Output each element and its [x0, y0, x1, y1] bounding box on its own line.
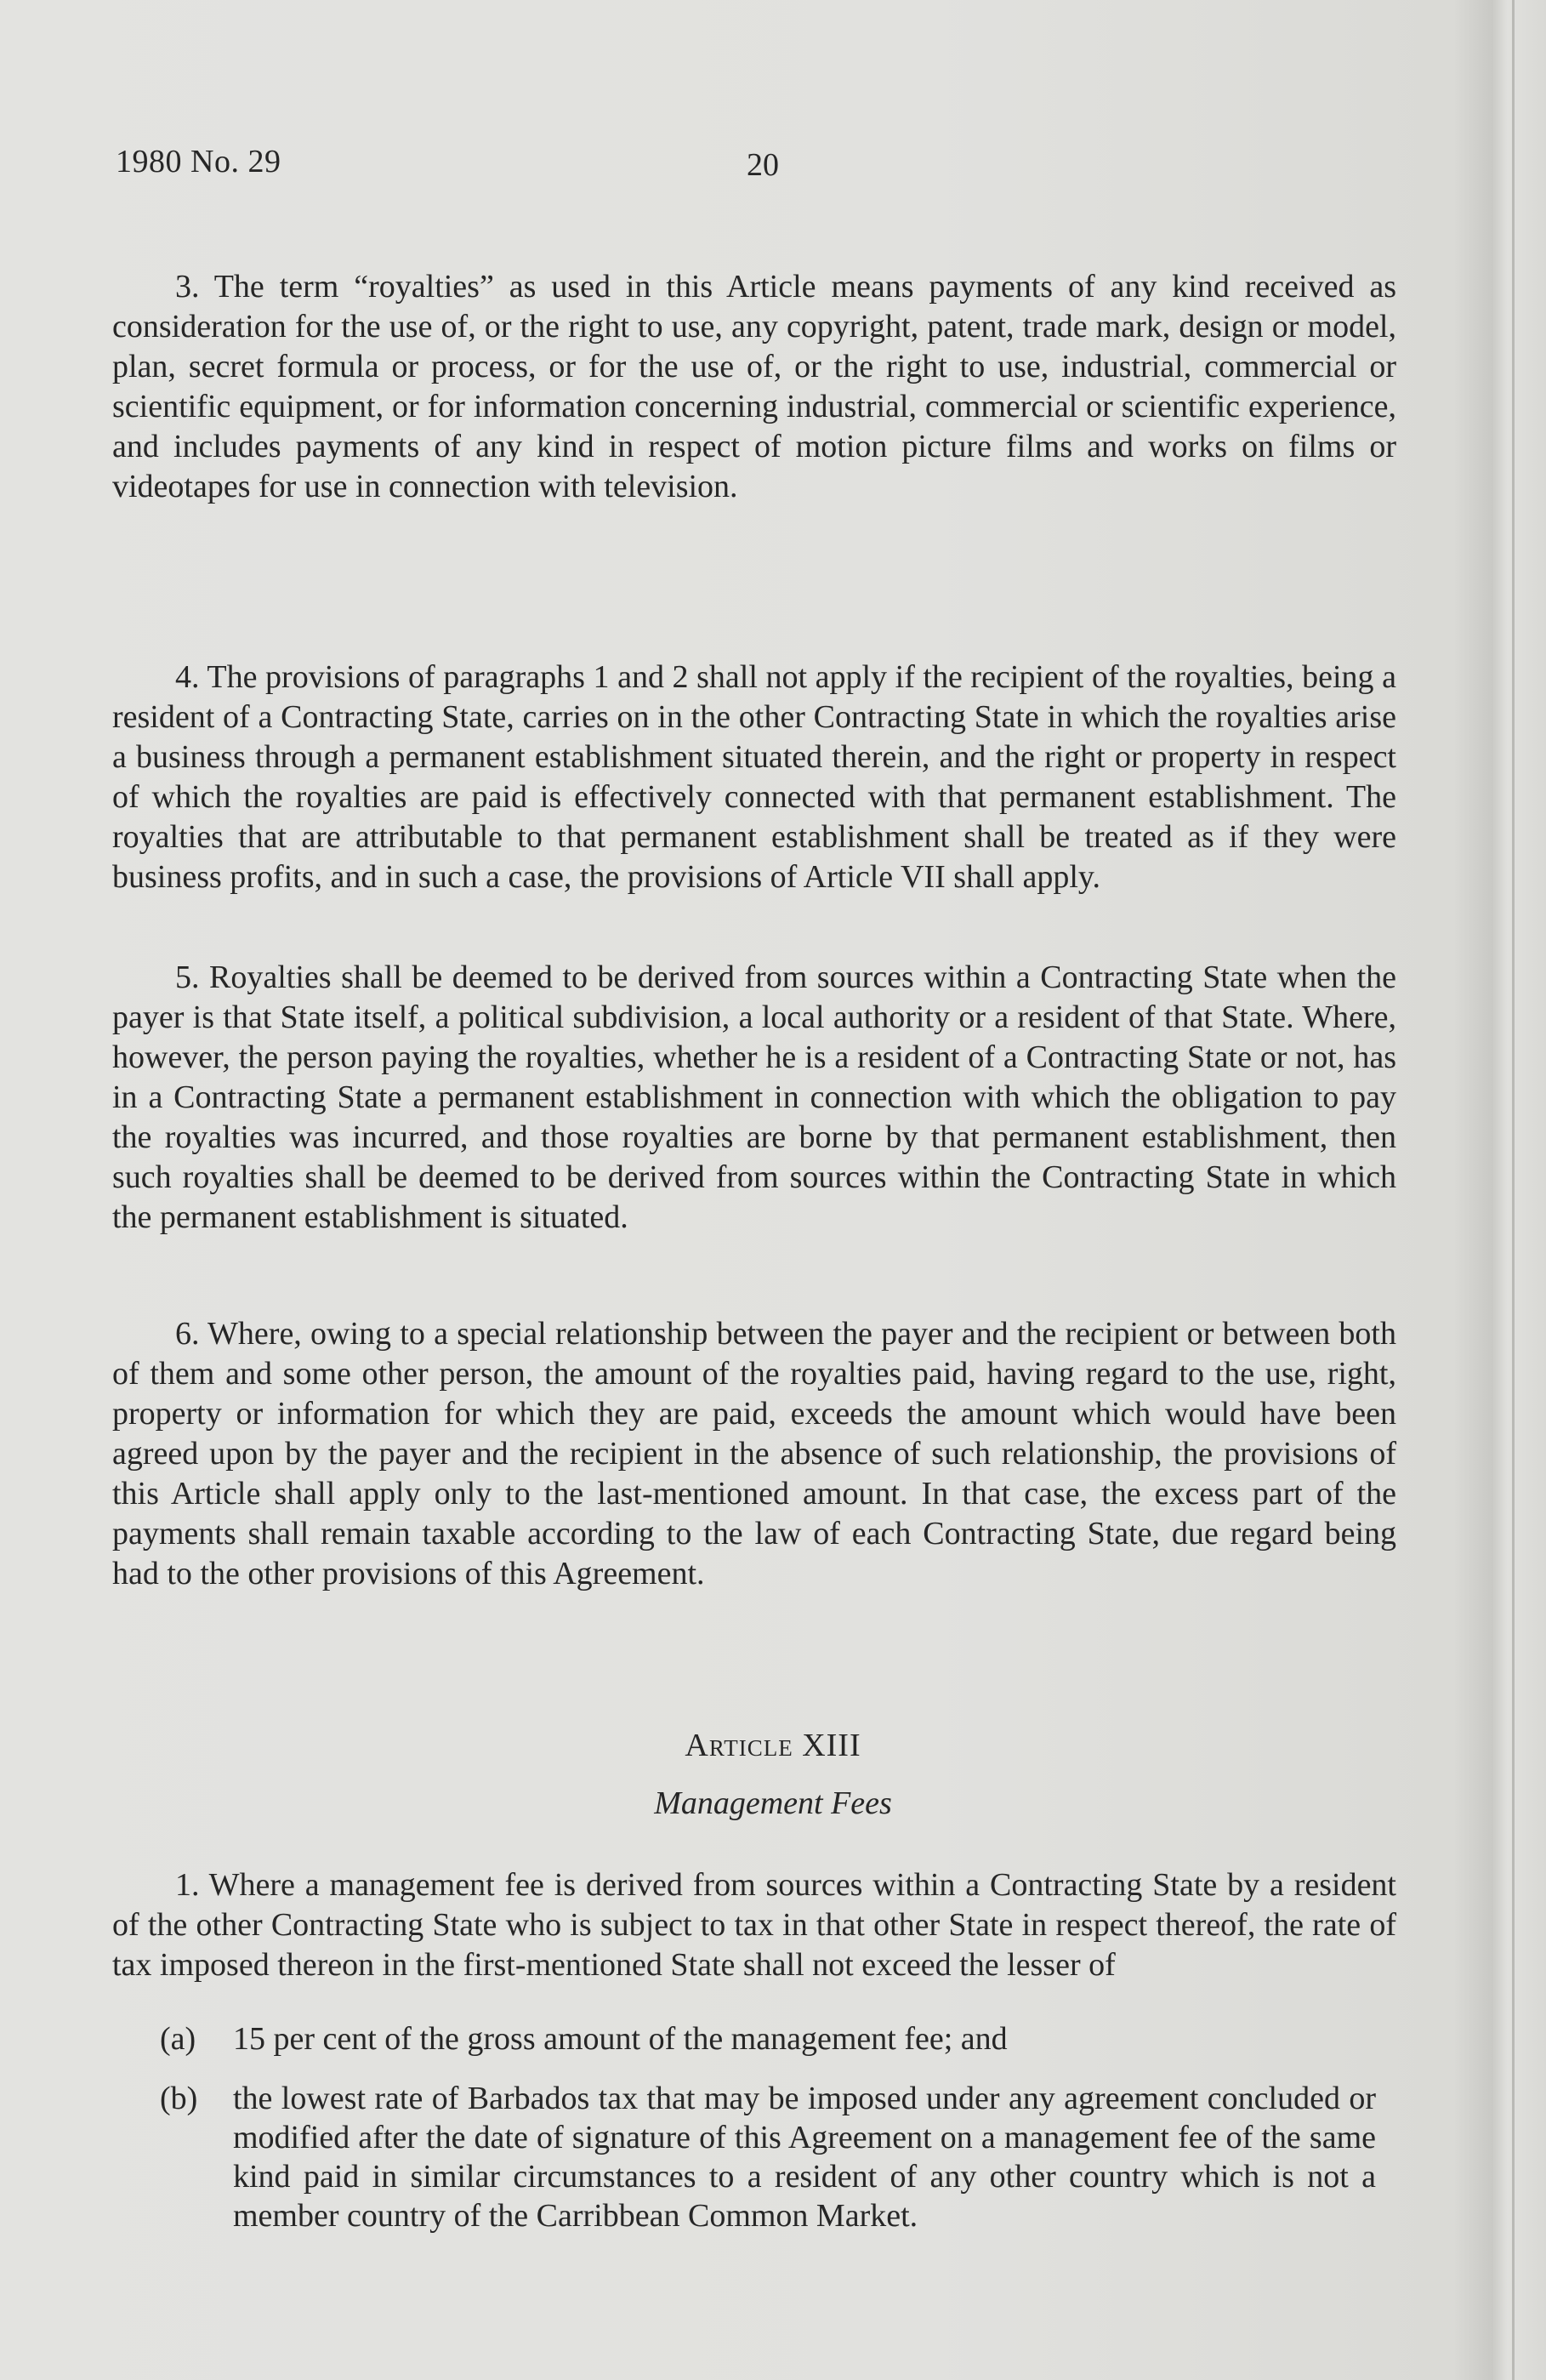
page-number: 20	[747, 147, 779, 183]
article-subtitle: Management Fees	[654, 1785, 892, 1821]
paragraph-3-royalties-definition: 3. The term “royalties” as used in this Article means payments of any kind received as consideration for the use of, or the right to use, any copyright, patent, trade mark, design or model, plan, secret formula or process, or for the use of, or the right to use, industrial, commercial or scientific equipment, or for information concerning industrial, commercial or scientific experience, and includes payments of any kind in respect of motion picture films and works on films or videotapes for use in connection with television.	[112, 269, 1396, 504]
document-header-reference: 1980 No. 29	[116, 144, 281, 179]
article-paragraph-1: 1. Where a management fee is derived from sources within a Contracting State by a resident of the other Contracting State who is subject to tax in that other State in respect thereof, the rate of tax imposed thereon in the first-mentioned State shall not exceed the lesser of	[112, 1867, 1396, 1983]
paragraph-6-special-relationship: 6. Where, owing to a special relationship between the payer and the recipient or between both of them and some other person, the amount of the royalties paid, having regard to the use, right, property or information for which they are paid, exceeds the amount which would have been agreed upon by the payer and the recipient in the absence of such relationship, the provisions of this Article shall apply only to the last-mentioned amount. In that case, the excess part of the payments shall remain taxable according to the law of each Contracting State, due regard being had to the other provisions of this Agreement.	[112, 1316, 1396, 1591]
list-item-text: 15 per cent of the gross amount of the management fee; and	[233, 2021, 1008, 2057]
article-title: Article XIII	[685, 1728, 861, 1763]
list-item-marker: (a)	[160, 2021, 196, 2057]
paragraph-5-source-of-royalties: 5. Royalties shall be deemed to be derived from sources within a Contracting State when the payer is that State itself, a political subdivision, a local authority or a resident of that State. Where, however, the person paying the royalties, whether he is a resident of a Contracting State or not, has in a Contracting State a permanent establishment in connection with which the obligation to pay the royalties was incurred, and those royalties are borne by that permanent establishment, then such royalties shall be deemed to be derived from sources within the Contracting State in which the permanent establishment is situated.	[112, 959, 1396, 1235]
list-item-a	[160, 2019, 1376, 2058]
page-spine-edge	[1512, 0, 1515, 2380]
list-item-b	[160, 2079, 1376, 2235]
list-item-marker: (b)	[160, 2081, 198, 2116]
paragraph-4-permanent-establishment: 4. The provisions of paragraphs 1 and 2 shall not apply if the recipient of the royalties, being a resident of a Contracting State, carries on in the other Contracting State in which the royalties arise a business through a permanent establishment situated therein, and the right or property in respect of which the royalties are paid is effectively connected with that permanent establishment. The royalties that are attributable to that permanent establishment shall be treated as if they were business profits, and in such a case, the provisions of Article VII shall apply.	[112, 659, 1396, 895]
list-item-text: the lowest rate of Barbados tax that may be imposed under any agreement concluded or modified after the date of signature of this Agreement on a management fee of the same kind paid in similar circumstances to a resident of any other country which is not a member country of the Carribbean Common Market.	[233, 2081, 1376, 2234]
